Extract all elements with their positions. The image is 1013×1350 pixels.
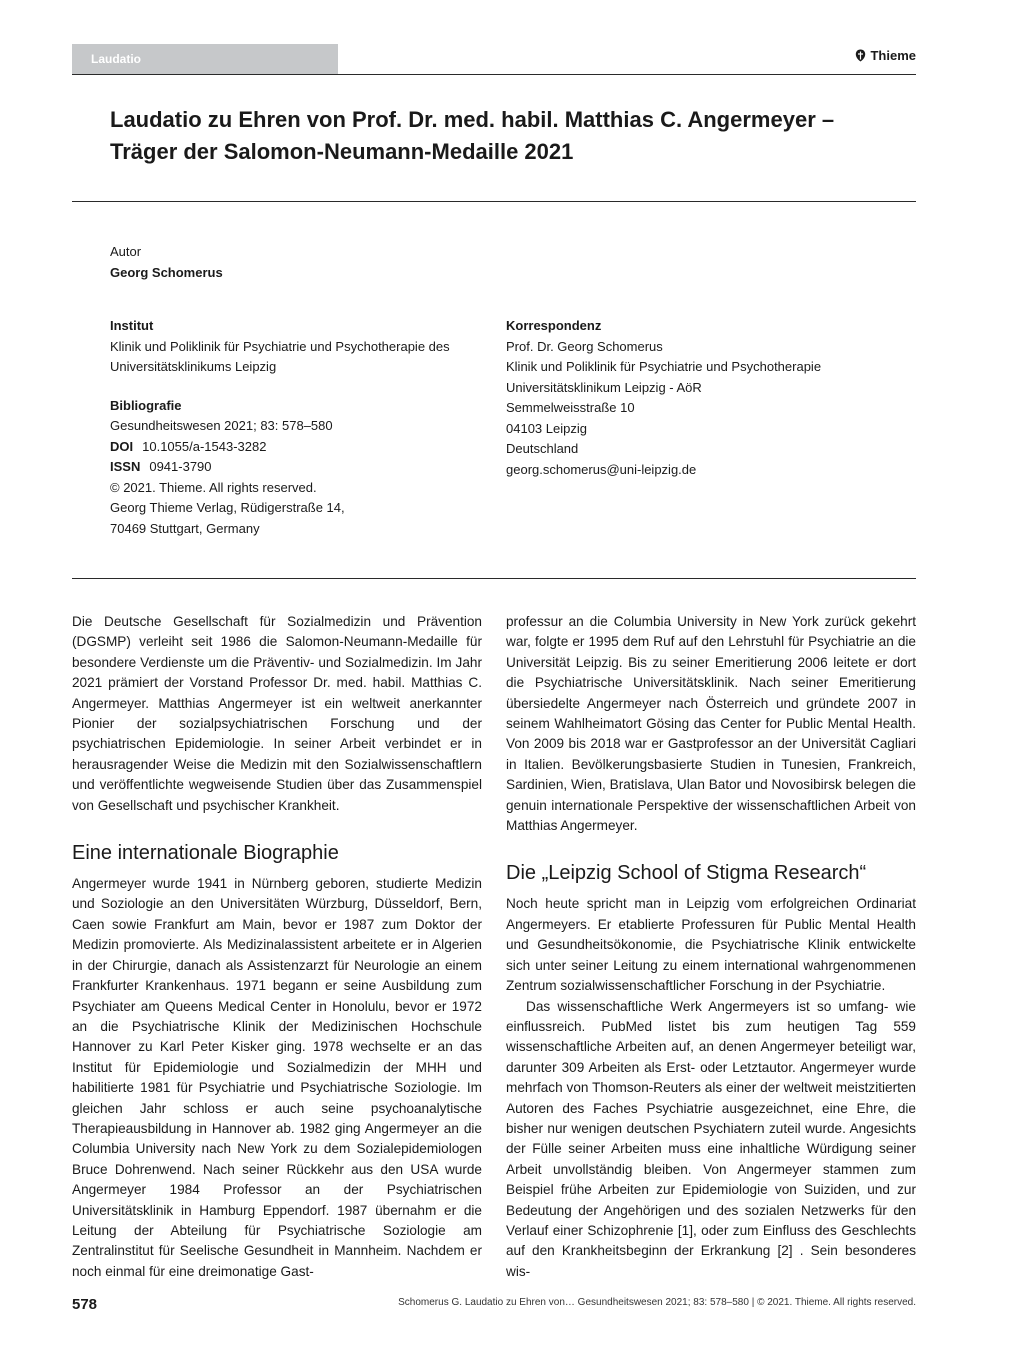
bibliography-journal: Gesundheitswesen 2021; 83: 578–580 <box>110 418 333 433</box>
correspondence-label: Korrespondenz <box>506 318 602 333</box>
bibliography-label: Bibliografie <box>110 397 182 413</box>
correspondence-line: Deutschland <box>506 441 579 456</box>
body-column-left <box>72 612 482 1282</box>
section-label: Laudatio <box>72 44 338 74</box>
publisher-name: Thieme <box>870 48 916 63</box>
header-rule <box>72 74 916 75</box>
correspondence-line: Semmelweisstraße 10 <box>506 400 635 415</box>
issn-line <box>110 457 490 478</box>
correspondence-line: Universitätsklinikum Leipzig - AöR <box>506 379 702 395</box>
bio-paragraph: Angermeyer wurde 1941 in Nürnberg geboren, studierte Medizin und Soziologie an den Universitäten Würzburg, Düsseldorf, Bern, Caen sowie Frankfurt am Main, bevor er 1987 zum Doktor der Medizin promovierte. Als Medizinalassistent arbeitete er in Algerien in der Chirurgie, danach als Assistenzarzt für Neurologie an einem Frankfurter Krankenhaus. 1971 begann er seine Ausbildung zum Psychiater am Queens Medical Center in Honolulu, bevor er 1972 an die Psychiatrische Klinik der Medizinischen Hochschule Hannover zu Karl Peter Kisker ging. 1978 wechselte er an das Institut für Epidemiologie und Sozialmedizin der MHH und habilitierte 1981 für Psychiatrie und Psychiatrische Soziologie. Im gleichen Jahr schloss er auch seine psychoanalytische Therapieausbildung in Hannover ab. 1982 ging Angermeyer an die Columbia University nach New York zu dem Sozialepidemiologen Bruce Dohrenwend. Nach seiner Rückkehr aus den USA wurde Angermeyer 1984 Professor an der Psychiatrischen Universitätsklinik in Hamburg Eppendorf. 1987 übernahm er die Leitung der Abteilung für Psychiatrische Soziologie am Zentralinstitut für Seelische Gesundheit in Mannheim. Nachdem er noch einmal für eine dreimonatige Gast- <box>72 876 482 1279</box>
doi-value[interactable]: 10.1055/a-1543-3282 <box>142 438 267 454</box>
intro-paragraph: Die Deutsche Gesellschaft für Sozialmedizin und Prävention (DGSMP) verleiht seit 1986 die Salomon-Neumann-Medaille für besondere Verdienste um die Präventiv- und Sozialmedizin. Im Jahr 2021 prämiert der Vorstand Professor Dr. med. habil. Matthias C. Angermeyer. Matthias Angermeyer ist ein weltweit anerkannter Pionier der sozialpsychiatrischen Forschung und der psychiatrischen Epidemiologie. In seiner Arbeit verbindet er in herausragender Weise die Medizin mit den Sozialwissenschaftlern und veröffentlichte wegweisende Studien über das Zusammenspiel von Gesellschaft und psychischer Krankheit. <box>72 614 482 813</box>
footer-citation: Schomerus G. Laudatio zu Ehren von… Gesundheitswesen 2021; 83: 578–580 | © 2021. Thieme. All rights reserved. <box>398 1297 916 1308</box>
correspondence-line: Klinik und Poliklinik für Psychiatrie und Psychotherapie <box>506 359 822 374</box>
institute-line: Universitätsklinikums Leipzig <box>110 359 277 374</box>
correspondence-email[interactable]: georg.schomerus@uni-leipzig.de <box>506 461 697 477</box>
bibliography-publisher: Georg Thieme Verlag, Rüdigerstraße 14, <box>110 500 345 515</box>
bio-continued-paragraph: professur an die Columbia University in New York zurück gekehrt war, folgte er 1995 dem Ruf auf den Lehrstuhl für Psychiatrie an die Universität Leipzig. Bis zu seiner Emeritierung 2006 leitete er dort die Psychiatrische Universitätsklinik. Nach seiner Emeritierung übersiedelte Angermeyer nach Österreich und gründete 2007 in seinem Wahlheimatort Gösing das Center for Public Mental Health. Von 2009 bis 2018 war er Gastprofessor an der Universität Cagliari in Italien. Bevölkerungsbasierte Studien in Tunesien, Frankreich, Sardinien, Wien, Bratislava, Ulan Bator und Novosibirsk belegen die genuin internationale Perspektive der wissenschaftlichen Arbeit von Matthias Angermeyer. <box>506 614 916 834</box>
meta-rule <box>72 578 916 579</box>
school-paragraph: Das wissenschaftliche Werk Angermeyers ist so umfang- wie einflussreich. PubMed listet bis zum heutigen Tag 559 wissenschaftliche Arbeiten auf, an denen Angermeyer beteiligt war, darunter 309 Arbeiten als Erst- oder Letztautor. Angermeyer wurde mehrfach von Thomson-Reuters als einer der weltweit meistzitierten Autoren des Faches Psychiatrie ausgezeichnet, eine Ehre, die bisher nur wenigen deutschen Psychiatern zuteil wurde. Angesichts der Fülle seiner Arbeiten muss eine inhaltliche Würdigung seiner Arbeit unvollständig bleiben. Von Angermeyer stammen zum Beispiel frühe Arbeiten zur Epidemiologie von Suiziden, und zur Bedeutung der Angehörigen und des sozialen Netzwerks für den Verlauf einer Schizophrenie [1], oder zum Einfluss des Geschlechts auf den Krankheitsbeginn der Erkrankung [2] . Sein besonderes wis- <box>506 998 916 1279</box>
author-label: Autor <box>110 244 142 259</box>
bibliography-copyright: © 2021. Thieme. All rights reserved. <box>110 479 317 495</box>
correspondence-line: 04103 Leipzig <box>506 420 587 436</box>
institute-label: Institut <box>110 318 154 333</box>
issn-label: ISSN <box>110 459 141 474</box>
author-block <box>110 242 223 283</box>
doi-line <box>110 437 490 458</box>
school-paragraph: Noch heute spricht man in Leipzig vom erfolgreichen Ordinariat Angermeyers. Er etablierte Professuren für Public Mental Health und Gesundheitsökonomie, die Psychiatrische Klinik entwickelte sich unter seiner Leitung zu einem international wahrgenommenen Zentrum sozialwissenschaftlicher Forschung in der Psychiatrie. <box>506 896 916 994</box>
publisher-logo <box>855 48 916 63</box>
title-rule <box>72 201 916 202</box>
section-heading: Die „Leipzig School of Stigma Research“ <box>506 862 867 885</box>
correspondence-line: Prof. Dr. Georg Schomerus <box>506 338 663 354</box>
page-number: 578 <box>72 1296 98 1313</box>
institute-block <box>110 316 490 539</box>
author-name: Georg Schomerus <box>110 264 223 280</box>
section-heading: Eine internationale Biographie <box>72 842 339 865</box>
doi-label: DOI <box>110 438 134 454</box>
correspondence-block <box>506 316 906 480</box>
bibliography-publisher-address: 70469 Stuttgart, Germany <box>110 520 260 536</box>
thieme-logo-icon <box>855 49 866 62</box>
institute-line: Klinik und Poliklinik für Psychiatrie und Psychotherapie des <box>110 338 450 354</box>
article-title: Laudatio zu Ehren von Prof. Dr. med. habil. Matthias C. Angermeyer – Träger der Salomon-Neumann-Medaille 2021 <box>110 107 835 164</box>
issn-value: 0941-3790 <box>149 459 212 474</box>
body-column-right <box>506 612 916 1282</box>
